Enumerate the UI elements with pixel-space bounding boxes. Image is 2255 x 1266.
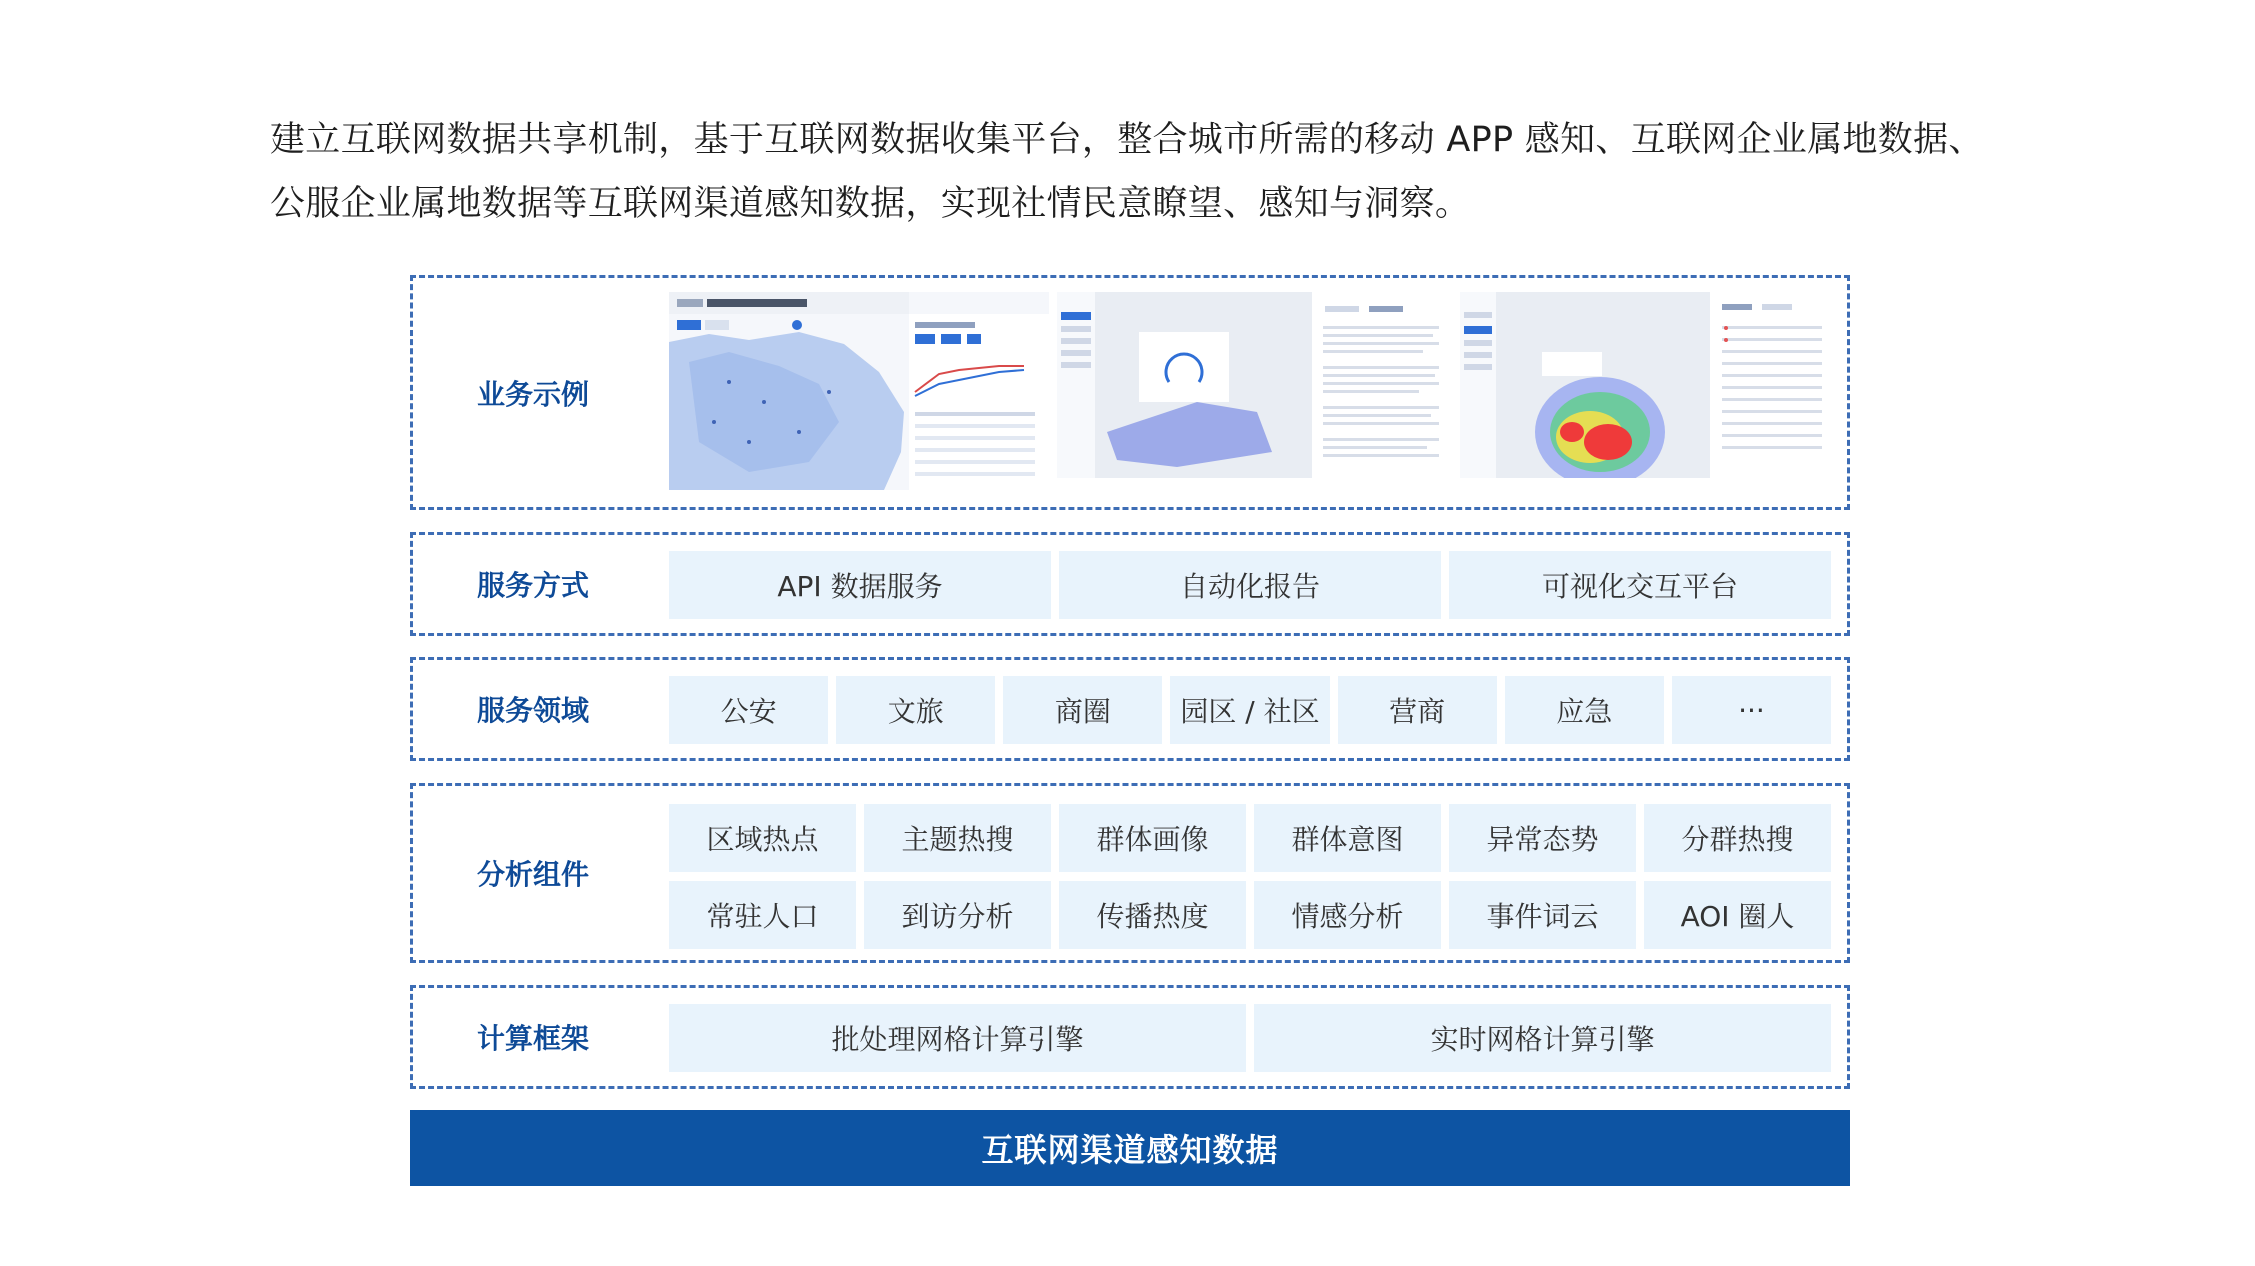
case-screenshot-heatmap (1460, 292, 1832, 490)
base-data-bar: 互联网渠道感知数据 (410, 1110, 1850, 1186)
component-item: 主题热搜 (864, 804, 1051, 872)
service-mode-report: 自动化报告 (1059, 551, 1441, 619)
component-item: 到访分析 (864, 881, 1051, 949)
domain-item: 园区 / 社区 (1170, 676, 1329, 744)
domain-item: 公安 (669, 676, 828, 744)
layer-title-domain: 服务领域 (476, 694, 589, 727)
component-item: 事件词云 (1449, 881, 1636, 949)
component-item: 群体意图 (1254, 804, 1441, 872)
case-screenshot-map-dashboard (669, 292, 1049, 490)
domain-item: 营商 (1338, 676, 1497, 744)
service-mode-row (669, 551, 1831, 619)
service-mode-api: API 数据服务 (669, 551, 1051, 619)
heatmap-thumbnail (1460, 292, 1832, 490)
framework-batch-engine: 批处理网格计算引擎 (669, 1004, 1246, 1072)
layer-service-domain (410, 657, 1850, 761)
layer-title-cases: 业务示例 (476, 377, 589, 411)
framework-realtime-engine: 实时网格计算引擎 (1254, 1004, 1831, 1072)
layer-compute-framework (410, 985, 1850, 1089)
layer-analysis-components (410, 783, 1850, 963)
framework-row (669, 1004, 1831, 1072)
domain-item: 应急 (1505, 676, 1664, 744)
intro-line-2: 公服企业属地数据等互联网渠道感知数据，实现社情民意瞭望、感知与洞察。 (270, 184, 1471, 224)
layer-service-mode (410, 532, 1850, 636)
layer-title-components: 分析组件 (476, 858, 589, 891)
component-item: 区域热点 (669, 804, 856, 872)
intro-text (270, 108, 2030, 236)
component-item: 传播热度 (1059, 881, 1246, 949)
case-screenshot-region-report (1057, 292, 1452, 490)
region-report-thumbnail (1057, 292, 1452, 490)
component-item: AOI 圈人 (1644, 881, 1831, 949)
components-row-2 (669, 881, 1831, 949)
layer-title-mode: 服务方式 (476, 569, 589, 602)
domain-item: 文旅 (836, 676, 995, 744)
service-mode-platform: 可视化交互平台 (1449, 551, 1831, 619)
component-item: 情感分析 (1254, 881, 1441, 949)
components-row-1 (669, 804, 1831, 872)
layer-title-framework: 计算框架 (476, 1022, 589, 1055)
component-item: 分群热搜 (1644, 804, 1831, 872)
domain-item: 商圈 (1003, 676, 1162, 744)
intro-line-1: 建立互联网数据共享机制，基于互联网数据收集平台，整合城市所需的移动 APP 感知、互联网企业属地数据、 (270, 120, 1984, 160)
component-item: 异常态势 (1449, 804, 1636, 872)
map-dashboard-thumbnail (669, 292, 1049, 490)
component-item: 常驻人口 (669, 881, 856, 949)
case-screenshots (669, 292, 1832, 490)
component-item: 群体画像 (1059, 804, 1246, 872)
domain-item-more: ··· (1672, 676, 1831, 744)
layer-business-cases (410, 275, 1850, 510)
service-domain-row (669, 676, 1831, 744)
